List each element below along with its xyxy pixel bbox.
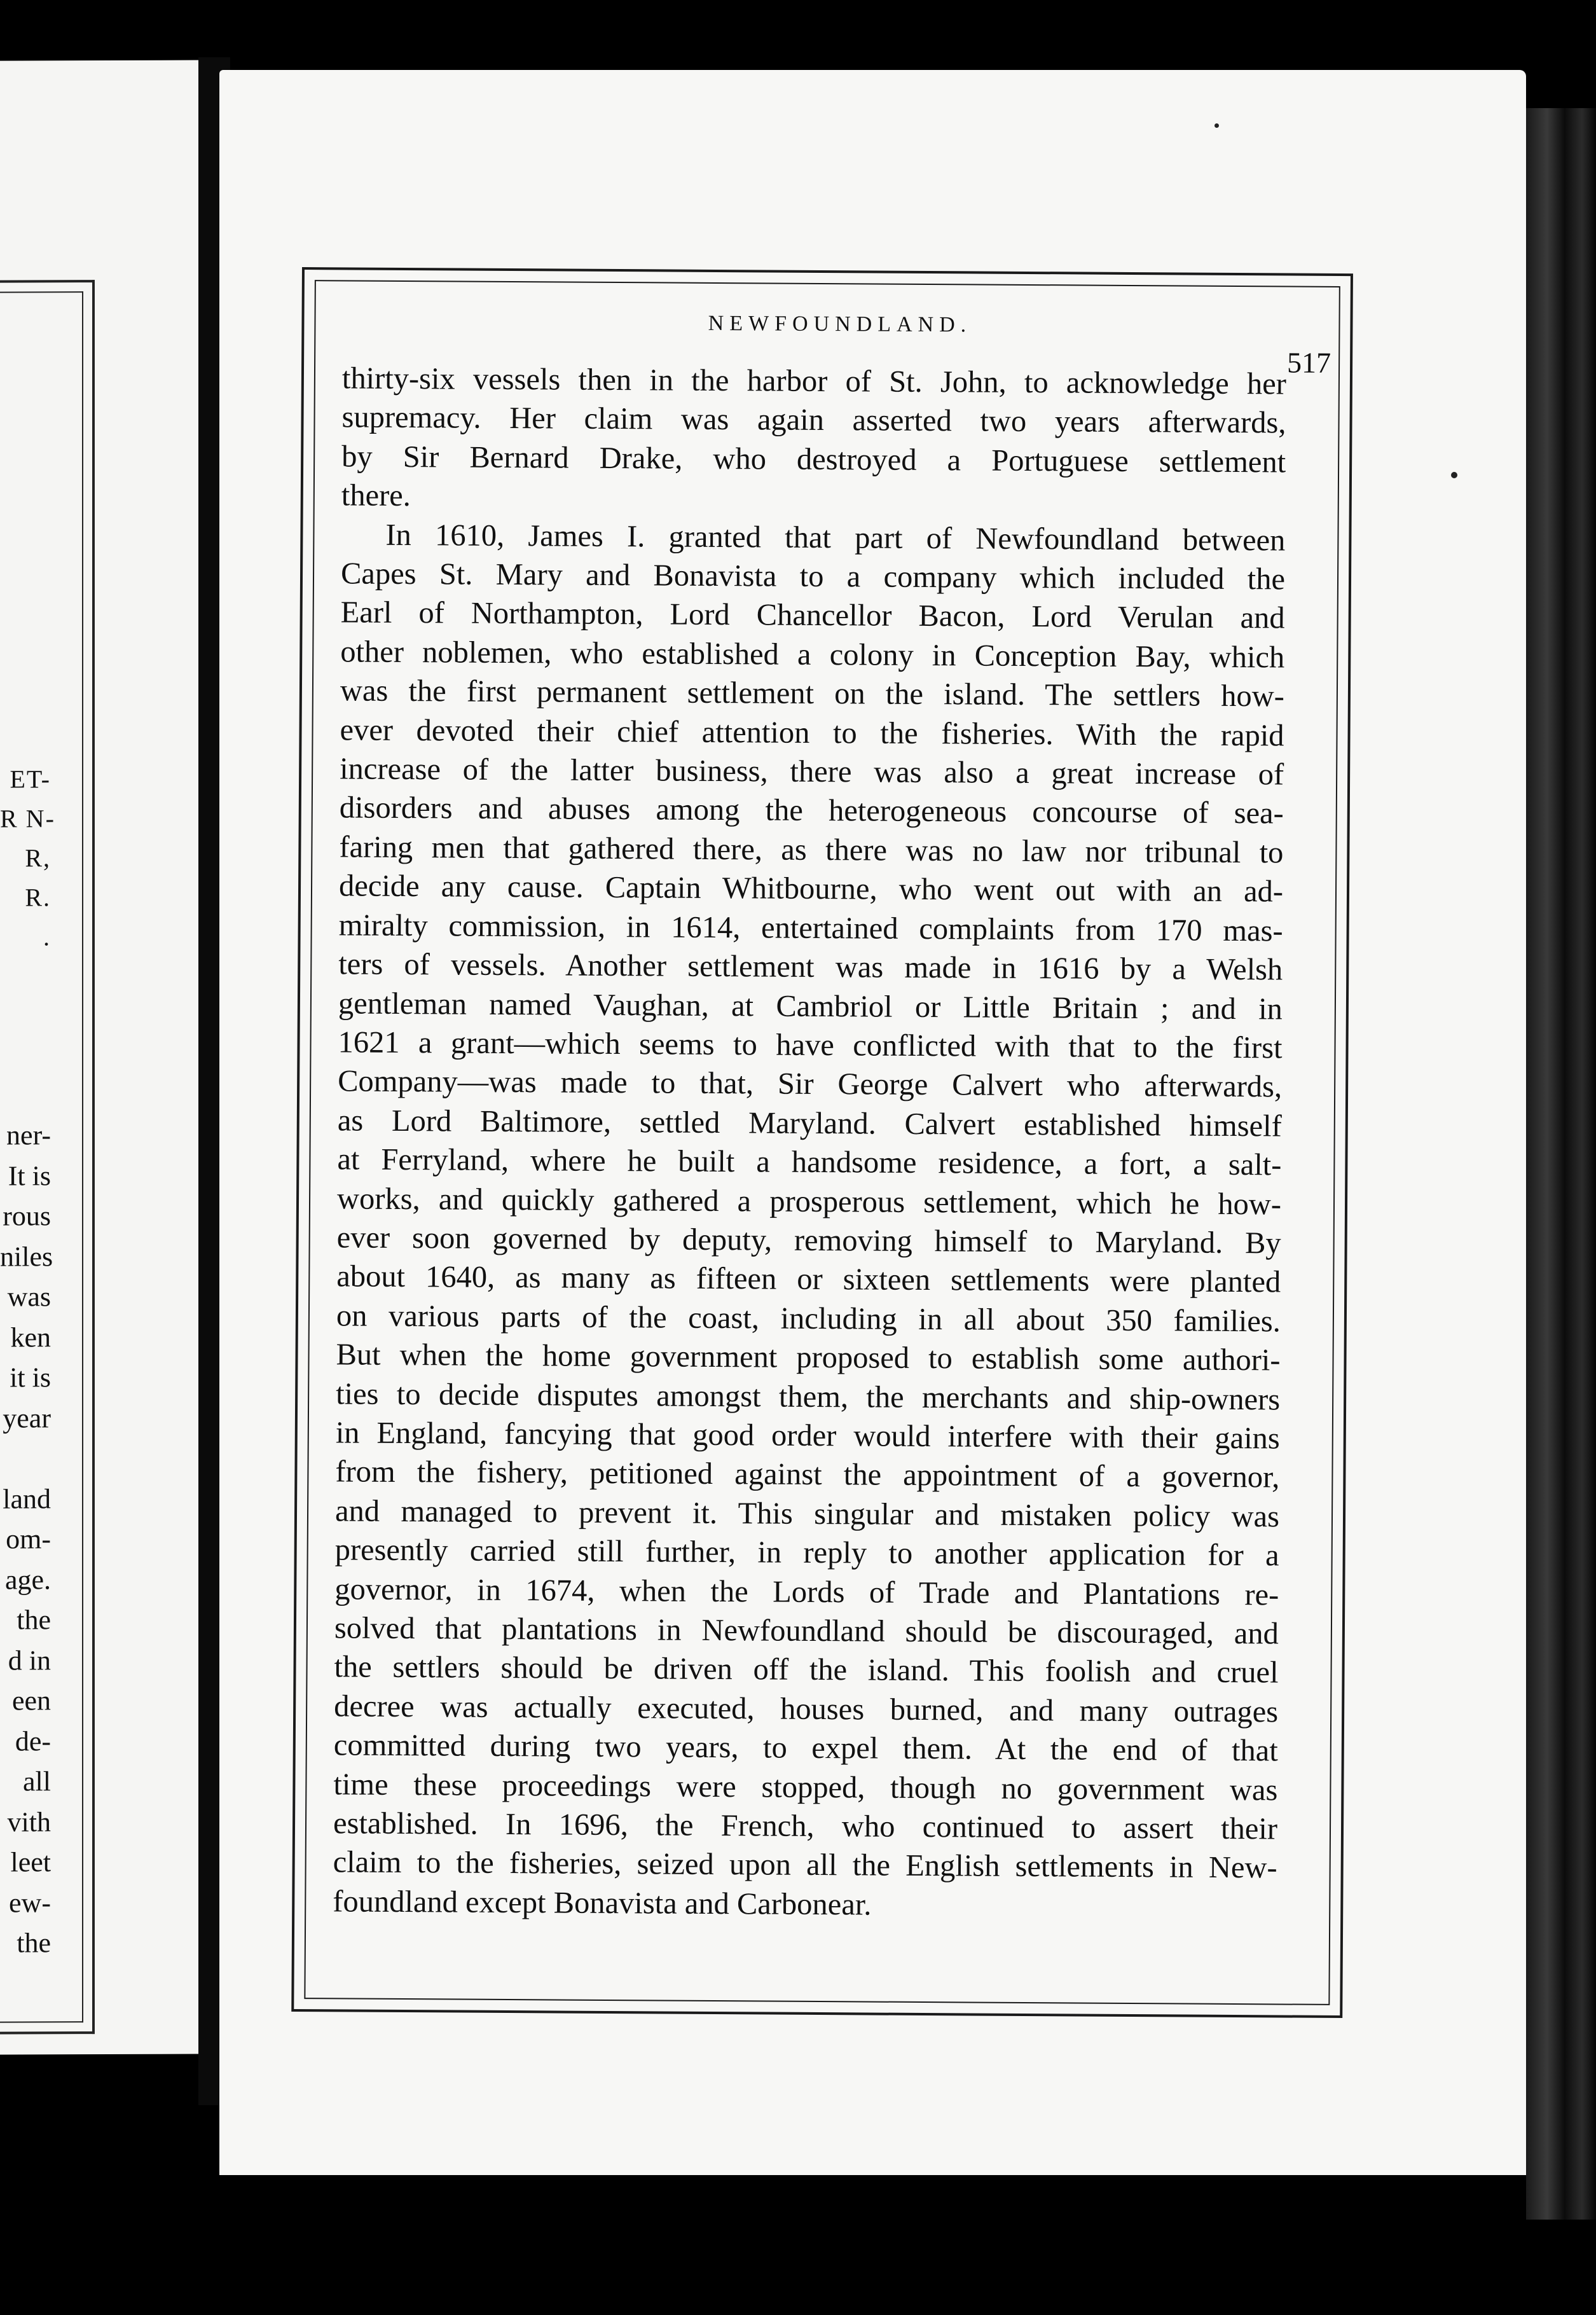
- left-page-fragment: niles: [0, 1240, 53, 1273]
- page-number: 517: [1286, 346, 1331, 379]
- text-line: In 1610, James I. granted that part of Newfoundland between: [385, 518, 1286, 558]
- text-line: at Ferryland, where he built a handsome residence, a fort, a salt-: [337, 1142, 1282, 1182]
- print-speck: [1451, 472, 1457, 478]
- left-page-fragment: age.: [4, 1563, 51, 1596]
- text-line: But when the home government proposed to establish some authori-: [336, 1337, 1281, 1378]
- text-line: on various parts of the coast, including in all about 350 families.: [336, 1299, 1281, 1339]
- left-page-fragment: een: [11, 1685, 51, 1717]
- left-facing-page: [0, 60, 213, 2054]
- left-page-fragment: R N-: [0, 804, 55, 833]
- page-border-frame: [291, 267, 1353, 2018]
- text-line: Company—was made to that, Sir George Calvert who afterwards,: [338, 1064, 1283, 1104]
- text-line: ters of vessels. Another settlement was made in 1616 by a Welsh: [338, 947, 1283, 987]
- text-line: decide any cause. Captain Whitbourne, who went out with an ad-: [338, 869, 1284, 909]
- text-line: there.: [341, 478, 411, 513]
- text-line: disorders and abuses among the heterogeneous concourse of sea-: [339, 791, 1284, 831]
- text-line: ever soon governed by deputy, removing himself to Maryland. By: [336, 1220, 1281, 1261]
- left-page-fragment: vith: [7, 1806, 51, 1838]
- text-line: gentleman named Vaughan, at Cambriol or Little Britain ; and in: [338, 986, 1283, 1026]
- left-page-fragment: ew-: [9, 1886, 51, 1919]
- left-page-fragment: was: [7, 1281, 51, 1313]
- paragraph: [333, 515, 1285, 1927]
- left-page-fragment: leet: [10, 1846, 51, 1878]
- text-line: and managed to prevent it. This singular and mistaken policy was: [334, 1494, 1280, 1534]
- text-line: Earl of Northampton, Lord Chancellor Bacon, Lord Verulan and: [340, 595, 1285, 635]
- text-line: supremacy. Her claim was again asserted two years afterwards,: [341, 400, 1286, 440]
- text-line: Capes St. Mary and Bonavista to a company which included the: [340, 556, 1286, 597]
- left-page-fragment: .: [43, 922, 51, 951]
- right-page: [219, 70, 1526, 2175]
- running-head: NEWFOUNDLAND.: [708, 311, 972, 337]
- text-line: presently carried still further, in reply to another application for a: [334, 1533, 1279, 1573]
- left-page-fragment: rous: [3, 1200, 51, 1232]
- left-page-fragment: all: [23, 1766, 51, 1797]
- text-line: faring men that gathered there, as there was no law nor tribunal to: [339, 830, 1284, 870]
- text-line: decree was actually executed, houses burned, and many outrages: [334, 1689, 1279, 1729]
- text-line: 1621 a grant—which seems to have conflicted with that to the first: [338, 1025, 1283, 1065]
- text-line: from the fishery, petitioned against the appointment of a governor,: [335, 1455, 1280, 1495]
- text-line: the settlers should be driven off the island. This foolish and cruel: [334, 1650, 1279, 1690]
- left-page-fragment: the: [17, 1604, 51, 1636]
- left-page-fragment: R,: [25, 843, 51, 873]
- text-line: ties to decide disputes amongst them, the merchants and ship-owners: [336, 1376, 1281, 1416]
- text-line: as Lord Baltimore, settled Maryland. Calvert established himself: [337, 1103, 1282, 1144]
- text-line: time these proceedings were stopped, though no government was: [333, 1767, 1278, 1807]
- text-line: ever devoted their chief attention to the fisheries. With the rapid: [340, 713, 1284, 753]
- paragraph: [341, 359, 1286, 521]
- left-page-fragment: it is: [10, 1362, 51, 1393]
- text-line: solved that plantations in Newfoundland should be discouraged, and: [334, 1611, 1279, 1651]
- text-line: other noblemen, who established a colony in Conception Bay, which: [340, 635, 1285, 675]
- left-page-fragment: ET-: [10, 764, 51, 794]
- text-line: foundland except Bonavista and Carbonear.: [333, 1884, 872, 1922]
- page-edge-shadow: [1526, 108, 1596, 2220]
- text-line: works, and quickly gathered a prosperous settlement, which he how-: [336, 1181, 1282, 1221]
- left-page-fragment: It is: [8, 1159, 51, 1192]
- text-line: by Sir Bernard Drake, who destroyed a Portuguese settlement: [341, 439, 1286, 480]
- left-page-fragment: year: [3, 1402, 51, 1434]
- left-page-fragment: ner-: [6, 1119, 51, 1151]
- text-line: miralty commission, in 1614, entertained complaints from 170 mas-: [338, 908, 1283, 948]
- left-page-fragment: land: [3, 1482, 51, 1515]
- text-line: committed during two years, to expel them. At the end of that: [333, 1728, 1278, 1768]
- text-line: established. In 1696, the French, who continued to assert their: [333, 1806, 1278, 1846]
- text-line: governor, in 1674, when the Lords of Trade and Plantations re-: [334, 1572, 1279, 1612]
- print-speck: [1214, 123, 1219, 128]
- text-line: claim to the fisheries, seized upon all the English settlements in New-: [333, 1845, 1277, 1885]
- left-page-fragment: R.: [25, 883, 51, 912]
- text-line: thirty-six vessels then in the harbor of St. John, to acknowledge her: [341, 361, 1287, 401]
- text-line: increase of the latter business, there was also a great increase of: [340, 752, 1284, 792]
- text-line: about 1640, as many as fifteen or sixteen settlements were planted: [336, 1259, 1281, 1299]
- left-page-fragment: de-: [15, 1725, 51, 1757]
- left-page-fragment: om-: [6, 1523, 51, 1555]
- body-text: [333, 359, 1286, 1926]
- text-line: in England, fancying that good order would interfere with their gains: [335, 1416, 1280, 1456]
- left-page-fragment: d in: [8, 1644, 51, 1676]
- text-line: was the first permanent settlement on the island. The settlers how-: [340, 674, 1285, 714]
- left-page-fragment: the: [17, 1927, 51, 1959]
- left-page-fragment: ken: [10, 1321, 51, 1353]
